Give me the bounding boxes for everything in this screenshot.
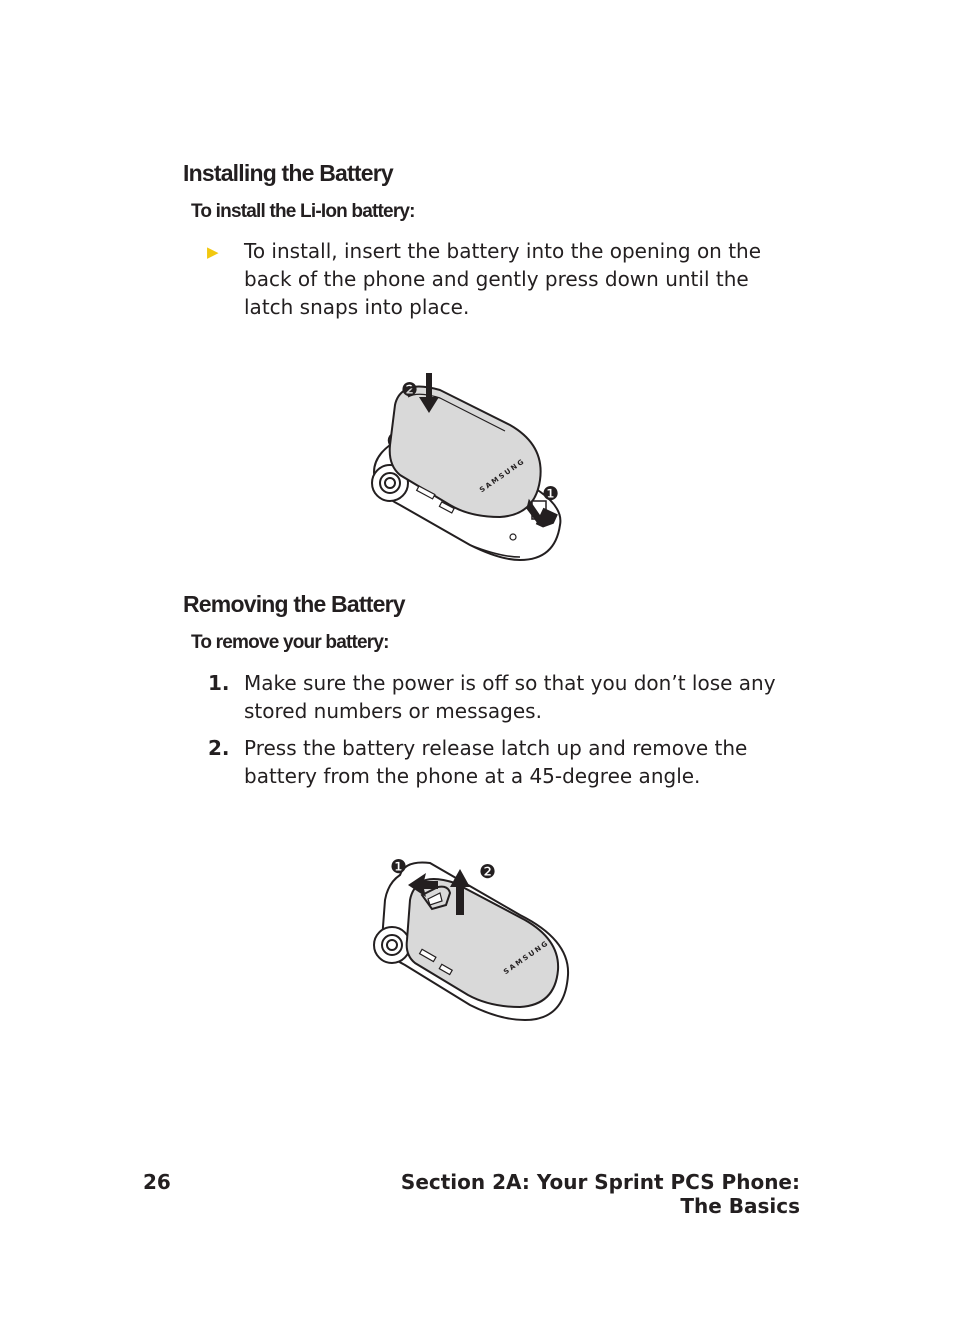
install-figure-brand: SAMSUNG [478,456,527,495]
heading-removing-battery: Removing the Battery [183,591,405,617]
footer-page-number: 26 [143,1170,171,1194]
install-battery-illustration [360,365,580,565]
phone-remove-drawing [360,845,580,1030]
phone-install-drawing [360,365,580,565]
bullet-arrow-icon: ▶ [207,243,219,261]
step-text: Make sure the power is off so that you don’t lose any stored numbers or messages. [244,671,776,723]
install-bullet-text: To install, insert the battery into the opening on the back of the phone and gently press down until the latch snaps into place. [244,239,762,319]
remove-battery-illustration [360,845,580,1030]
step-number: 1. [208,671,230,695]
step-number: 2. [208,736,230,760]
install-callout-2: ❷ [401,379,419,401]
subheading-install-li-ion: To install the Li-Ion battery: [191,201,415,222]
heading-installing-battery: Installing the Battery [183,160,393,186]
remove-figure-brand: SAMSUNG [502,938,551,977]
step-text: Press the battery release latch up and remove the battery from the phone at a 45-degree angle. [244,736,748,788]
footer-section-title: Section 2A: Your Sprint PCS Phone: The Basics [400,1170,800,1218]
subheading-remove-battery: To remove your battery: [191,632,389,653]
install-callout-1: ❶ [542,483,560,505]
remove-callout-2: ❷ [479,861,497,883]
remove-callout-1: ❶ [390,856,408,878]
